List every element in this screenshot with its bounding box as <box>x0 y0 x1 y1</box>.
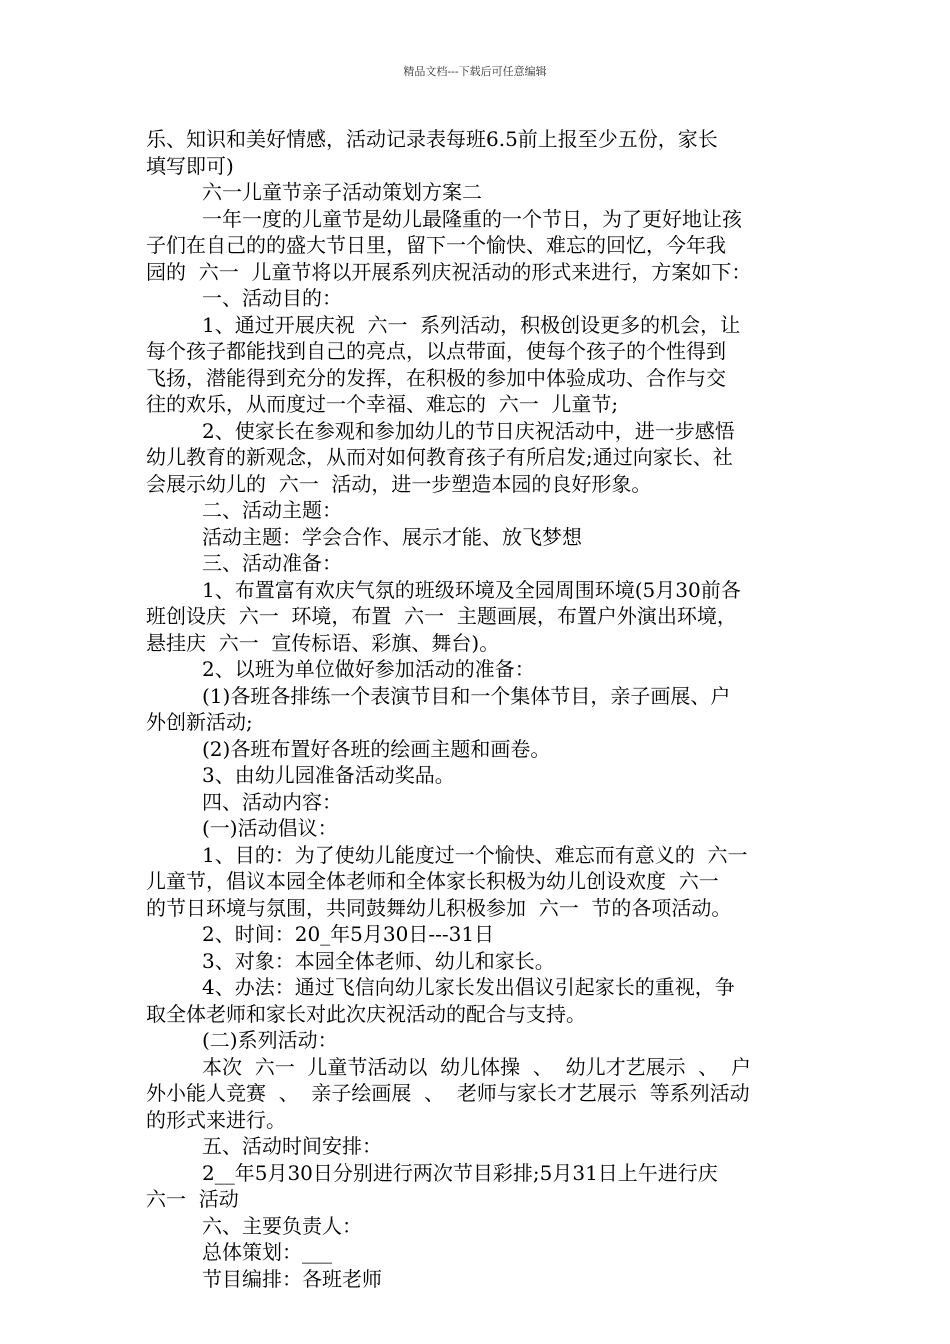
text-line: (1)各班各排练一个表演节目和一个集体节目，亲子画展、户 <box>202 683 731 708</box>
text-line: 幼儿教育的新观念，从而对如何教育孩子有所启发;通过向家长、社 <box>146 445 733 469</box>
text-line: 班创设庆 六一 环境，布置 六一 主题画展，布置户外演出环境， <box>146 604 737 628</box>
text-line: 儿童节，倡议本园全体老师和全体家长积极为幼儿创设欢度 六一 <box>146 869 719 893</box>
text-line: 外小能人竞赛 、 亲子绘画展 、 老师与家长才艺展示 等系列活动 <box>146 1081 750 1105</box>
page-header: 精品文档---下载后可任意编辑 <box>403 65 547 78</box>
text-line: (二)系列活动： <box>202 1028 338 1052</box>
text-line: 子们在自己的的盛大节日里，留下一个愉快、难忘的回忆，今年我 <box>146 233 726 257</box>
text-line: 一、活动目的： <box>202 286 342 310</box>
text-line: 三、活动准备： <box>202 551 342 575</box>
text-line: 乐、知识和美好情感，活动记录表每班6.5前上报至少五份，家长 <box>146 127 718 151</box>
text-line: 四、活动内容： <box>202 789 342 814</box>
text-line: 五、活动时间安排： <box>202 1134 382 1158</box>
text-line: 1、布置富有欢庆气氛的班级环境及全园周围环境(5月30前各 <box>202 577 741 602</box>
text-line: 3、对象：本园全体老师、幼儿和家长。 <box>202 948 555 973</box>
text-line: 园的 六一 儿童节将以开展系列庆祝活动的形式来进行，方案如下： <box>146 259 752 284</box>
text-line: 2、使家长在参观和参加幼儿的节日庆祝活动中，进一步感悟 <box>202 418 735 443</box>
text-line: 本次 六一 儿童节活动以 幼儿体操 、 幼儿才艺展示 、 户 <box>202 1054 752 1079</box>
text-line: 节目编排：各班老师 <box>202 1266 382 1291</box>
text-line: 1、目的：为了使幼儿能度过一个愉快、难忘而有意义的 六一 <box>202 842 748 867</box>
text-line: 六一 活动 <box>146 1187 239 1211</box>
text-line: 一年一度的儿童节是幼儿最隆重的一个节日，为了更好地让孩 <box>202 206 742 231</box>
text-line: 取全体老师和家长对此次庆祝活动的配合与支持。 <box>146 1001 586 1026</box>
document-body <box>146 126 811 1292</box>
text-line: 六、主要负责人： <box>202 1213 362 1238</box>
text-line: 二、活动主题： <box>202 498 342 522</box>
text-line: 飞扬，潜能得到充分的发挥，在积极的参加中体验成功、合作与交 <box>146 365 726 390</box>
text-line: 2、时间：20_年5月30日---31日 <box>202 922 495 946</box>
text-line: 的节日环境与氛围，共同鼓舞幼儿积极参加 六一 节的各项活动。 <box>146 895 732 920</box>
text-line: 六一儿童节亲子活动策划方案二 <box>202 180 482 204</box>
text-line: 会展示幼儿的 六一 活动，进一步塑造本园的良好形象。 <box>146 471 652 496</box>
text-line: 2__年5月30日分别进行两次节目彩排;5月31日上午进行庆 <box>202 1160 718 1185</box>
text-line: 悬挂庆 六一 宣传标语、彩旗、舞台)。 <box>146 630 500 655</box>
text-line: (2)各班布置好各班的绘画主题和画卷。 <box>202 736 551 761</box>
text-line: 4、办法：通过飞信向幼儿家长发出倡议引起家长的重视，争 <box>202 975 735 999</box>
text-line: 2、以班为单位做好参加活动的准备： <box>202 657 535 681</box>
text-line: (一)活动倡议： <box>202 816 338 840</box>
text-line: 3、由幼儿园准备活动奖品。 <box>202 763 455 787</box>
text-line: 总体策划：___ <box>202 1240 332 1264</box>
text-line: 每个孩子都能找到自己的亮点，以点带面，使每个孩子的个性得到 <box>146 339 726 363</box>
text-line: 往的欢乐，从而度过一个幸福、难忘的 六一 儿童节; <box>146 392 619 416</box>
text-line: 填写即可) <box>146 153 234 178</box>
text-line: 外创新活动; <box>146 710 253 734</box>
text-line: 活动主题：学会合作、展示才能、放飞梦想 <box>202 524 582 549</box>
text-line: 1、通过开展庆祝 六一 系列活动，积极创设更多的机会，让 <box>202 312 741 337</box>
text-line: 的形式来进行。 <box>146 1107 286 1132</box>
